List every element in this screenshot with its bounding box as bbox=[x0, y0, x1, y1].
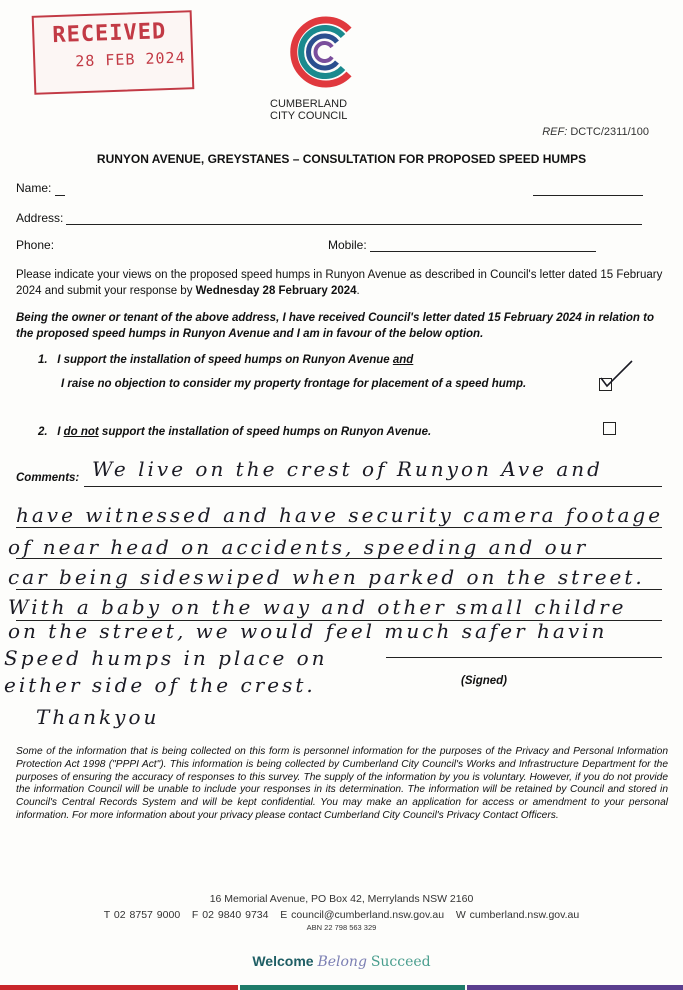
cumberland-logo-icon bbox=[287, 13, 359, 91]
name-field-line-right[interactable] bbox=[533, 195, 643, 196]
comment-line-3: of near head on accidents, speeding and our bbox=[8, 535, 589, 559]
comments-line bbox=[16, 527, 662, 528]
page-title: RUNYON AVENUE, GREYSTANES – CONSULTATION FOR PROPOSED SPEED HUMPS bbox=[96, 152, 587, 166]
checkmark-icon bbox=[598, 358, 638, 390]
received-stamp bbox=[32, 10, 195, 95]
footer-contacts: T 02 8757 9000 F 02 9840 9734 E council@cumberland.nsw.gov.au W cumberland.nsw.gov.au bbox=[103, 909, 580, 921]
reference-number: REF: DCTC/2311/100 bbox=[542, 126, 649, 138]
comments-line bbox=[84, 486, 662, 487]
council-name: CUMBERLAND CITY COUNCIL bbox=[270, 98, 348, 122]
instructions-text: Please indicate your views on the proposed speed humps in Runyon Avenue as described in Council's letter dated 15 February 2024 and submit your response by Wednesday 28 February 2024. bbox=[16, 269, 663, 297]
stamp-text: RECEIVED bbox=[51, 19, 167, 49]
comment-line-1: We live on the crest of Runyon Ave and bbox=[92, 457, 603, 481]
comment-line-8: either side of the crest. bbox=[4, 673, 316, 697]
mobile-field-line[interactable] bbox=[370, 251, 596, 252]
name-field-line[interactable] bbox=[55, 195, 65, 196]
option-2: 2. I do not support the installation of speed humps on Runyon Avenue. bbox=[38, 426, 432, 438]
footer-bar-purple bbox=[467, 985, 683, 990]
footer-bar-teal bbox=[240, 985, 465, 990]
signed-label: (Signed) bbox=[461, 675, 507, 687]
option-2-checkbox[interactable] bbox=[603, 422, 616, 435]
comment-line-9: Thankyou bbox=[36, 705, 160, 729]
council-tagline: Welcome Belong Succeed bbox=[252, 953, 431, 970]
footer-bar-red bbox=[0, 985, 238, 990]
name-label: Name: bbox=[16, 181, 52, 195]
signature-line bbox=[386, 657, 662, 658]
stamp-date: 28 FEB 2024 bbox=[74, 48, 186, 71]
comments-line bbox=[16, 589, 662, 590]
footer-address: 16 Memorial Avenue, PO Box 42, Merrylands NSW 2160 bbox=[209, 893, 474, 905]
mobile-label: Mobile: bbox=[328, 238, 367, 252]
comment-line-4: car being sideswiped when parked on the street. bbox=[8, 565, 645, 589]
comment-line-6: on the street, we would feel much safer havin bbox=[8, 619, 608, 643]
comments-label: Comments: bbox=[16, 472, 80, 484]
privacy-notice: Some of the information that is being collected on this form is personnel information for the purposes of the Privacy and Personal Information Protection Act 1998 ("PPPI Act"). This information is being collected by Cumberland City Council's Works and Infrastructure Department for the purposes of ensuring the accuracy of responses to this survey. The supply of the information by you is voluntary. However, if you do not provide the information Council will be unable to include your responses in its determination. The information will be retained by Council and stored in Council's Central Records System and will be kept confidential. You may make an application for access or amendment to your personal information. For more information about your privacy please contact Cumberland City Council's Privacy Contact Officers. bbox=[16, 746, 668, 821]
address-label: Address: bbox=[16, 211, 64, 225]
phone-label: Phone: bbox=[16, 238, 55, 252]
address-field-line[interactable] bbox=[66, 224, 642, 225]
comment-line-5: With a baby on the way and other small childre bbox=[8, 595, 627, 619]
comment-line-7: Speed humps in place on bbox=[4, 646, 328, 670]
option-1: 1. I support the installation of speed humps on Runyon Avenue and bbox=[38, 354, 414, 366]
comment-line-2: have witnessed and have security camera footage bbox=[16, 503, 664, 527]
option-1-line-2: I raise no objection to consider my property frontage for placement of a speed hump. bbox=[61, 378, 527, 390]
footer-abn: ABN 22 798 563 329 bbox=[306, 923, 377, 932]
declaration-text: Being the owner or tenant of the above address, I have received Council's letter dated 15 February 2024 in relation to the proposed speed humps in Runyon Avenue and I am in favour of the below option. bbox=[16, 312, 654, 340]
